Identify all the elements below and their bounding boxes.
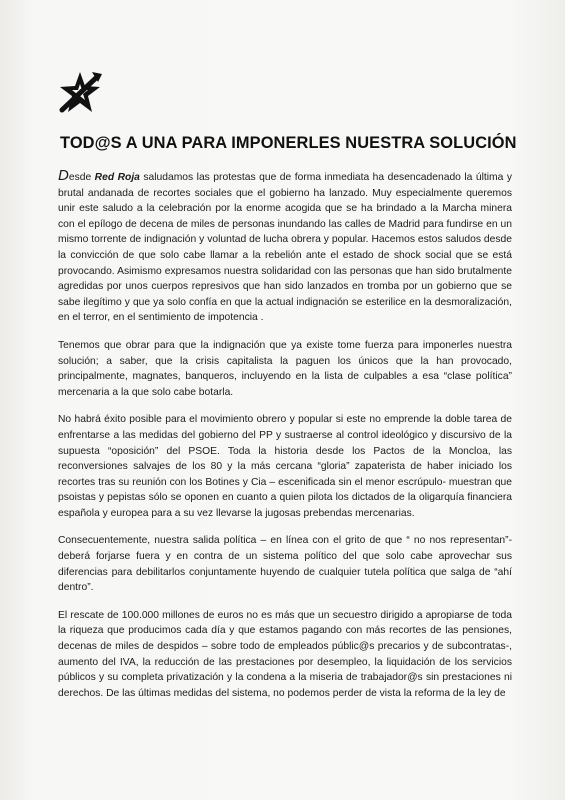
intro-text: saludamos las protestas que de forma inmediata ha desencadenado la última y brutal andanada de recortes sociales que el gobierno ha lanzado. Muy especialmente queremos unir este saludo a la celebración por la enorme acogida que se ha brindado a la Marcha minera con el epílogo de decena de miles de personas inundando las calles de Madrid para fundirse en un mismo torrente de indignación y voluntad de lucha obrera y popular. Hacemos estos saludos desde la convicción de que solo cabe llamar a la rebelión ante el estado de shock social que se está provocando. Asimismo expresamos nuestra solidaridad con las personas que han sido brutalmente agredidas por unos cuerpos represivos que han sido lanzados en tromba por un gobierno que se sabe ilegítimo y que ya solo confía en que la actual indignación se esterilice en la desmoralización, en el terror, en el sentimiento de impotencia . bbox=[58, 172, 512, 324]
drop-cap: D bbox=[58, 167, 69, 184]
paragraph: Tenemos que obrar para que la indignación que ya existe tome fuerza para imponerles nuestra solución; a saber, que la crisis capitalista la paguen los únicos que la han provocado, principalmente, magnates, banqueros, incluyendo en la lista de culpables a esa “clase política” mercenaria a la que solo cabe botarla. bbox=[58, 339, 512, 398]
paragraph: No habrá éxito posible para el movimiento obrero y popular si este no emprende la doble tarea de enfrentarse a las medidas del gobierno del PP y sustraerse al control ideológico y discursivo de la supuesta “oposición” del PSOE. Toda la historia desde los Pactos de la Moncloa, las reconversiones salvajes de los 80 y la más cercana “gloria” zapaterista de haber iniciado los recortes tras su reunión con los Botines y Cia – escenificada sin el menor escrúpulo- muestran que psoistas y pepistas sólo se oponen en cuanto a quien pilota los dictados de la oligarquía financiera española y europea para a su vez llevarse la jugosas prebendas mercenarias. bbox=[58, 414, 512, 519]
star-arrow-logo-icon bbox=[58, 70, 102, 116]
paragraph: El rescate de 100.000 millones de euros no es más que un secuestro dirigido a apropiarse de toda la riqueza que producimos cada día y que estamos pagando con más recortes de las pensiones, decenas de miles de despidos – sobre todo de empleados públic@s precarios y de subcontratas-, aumento del IVA, la reducción de las prestaciones por desempleo, la liquidación de los servicios públicos y su completa privatización y la condena a la miseria de trabajador@s sin prestaciones ni derechos. De las últimas medidas del sistema, no podemos perder de vista la reforma de la ley de bbox=[58, 609, 512, 699]
organization-name: Red Roja bbox=[94, 172, 140, 183]
intro-paragraph bbox=[58, 168, 512, 326]
intro-lead: esde bbox=[68, 172, 95, 183]
page-title: TOD@S A UNA PARA IMPONERLES NUESTRA SOLUCIÓN bbox=[60, 134, 517, 152]
article-body bbox=[58, 168, 512, 713]
paragraph: Consecuentemente, nuestra salida política – en línea con el grito de que “ no nos representan”- deberá forjarse fuera y en contra de un sistema político del que solo cabe aprovechar sus diferencias para debilitarlos conjuntamente huyendo de cualquier tutela política que salga de “ahí dentro”. bbox=[58, 535, 512, 594]
